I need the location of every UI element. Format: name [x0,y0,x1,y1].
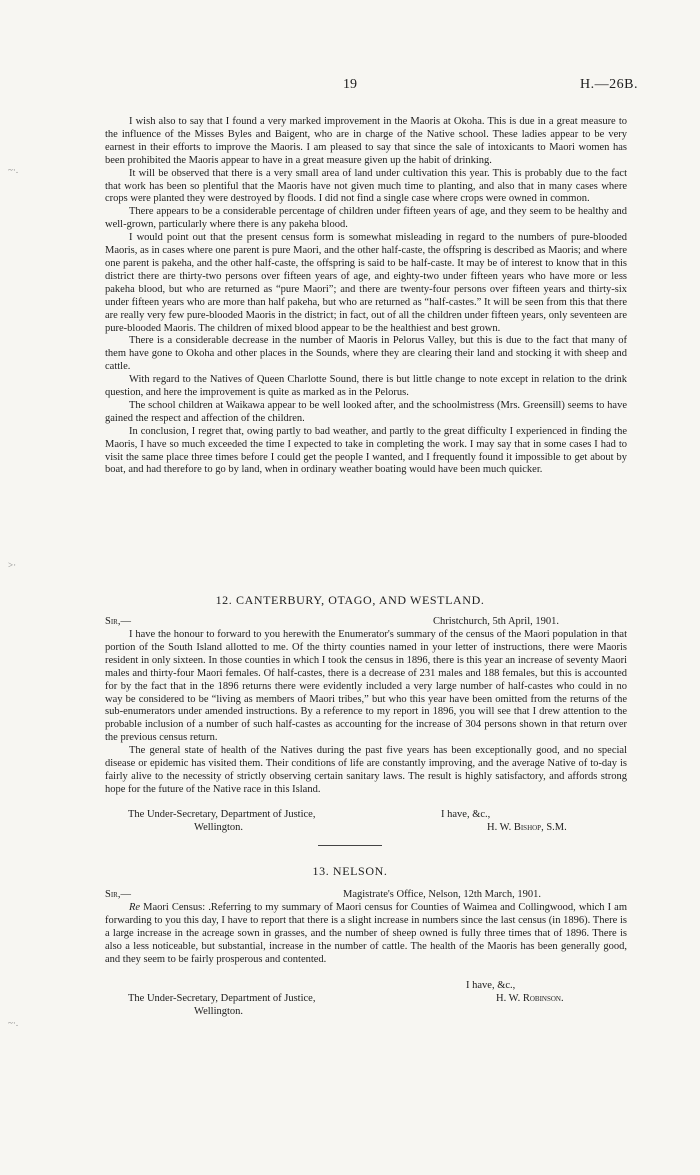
margin-mark: >· [8,560,17,570]
section-heading-canterbury: 12. CANTERBURY, OTAGO, AND WESTLAND. [215,593,485,607]
signature: H. W. Robinson. [496,993,564,1004]
re-label: Re [129,902,141,913]
paragraph: It will be observed that there is a very small area of land under cultivation this year. This is probably due to the fact that work has been so plentiful that the Maoris have not given much time to planting, and also that in many cases where crops were planted they were destroyed by floods. I did not find a single case where crops were owned in common. [105,167,627,205]
addressee-city: Wellington. [194,822,244,833]
paragraph: I have the honour to forward to you herewith the Enumerator's summary of the census of the Maori population in that portion of the South Island allotted to me. Of the thirty counties named in your letter of instructions, there were Maoris resident in only sixteen. In those counties in which I took the census in 1896, there is this year an increase of seventy Maori males and thirty-four Maori females. Of half-castes, there is a decrease of 231 males and 188 females, but this is accounted for by the fact that in the 1896 returns there were evidently included a very large number of half-castes who could in no way be considered to be “living as members of Maori tribes,” but who this year have been omitted from the returns of the sub-enumerators under amended instructions. By a reference to my report in 1896, you will see that I drew attention to the probable inclusion of a number of such half-castes as accounting for the increase of 304 persons shown in that return over the previous census return. [105,629,627,744]
signature: H. W. Bishop, S.M. [487,822,567,833]
addressee: The Under-Secretary, Department of Justice, [128,993,316,1004]
paragraph: I wish also to say that I found a very marked improvement in the Maoris at Okoha. This is due in a great measure to the influence of the Misses Byles and Baigent, who are in charge of the Native school. These ladies appear to be very earnest in their efforts to improve the Maoris. I am pleased to say that since the sale of intoxicants to Maori women has been prohibited the Maoris appear to have in a great measure given up the habit of drinking. [105,116,627,166]
paragraph: I would point out that the present census form is somewhat misleading in regard to the numbers of pure-blooded Maoris, as in cases where one parent is pure Maori, and the other half-caste, the offspring is described as Maoris; and where one parent is pakeha, and the other half-caste, the offspring is said to be half-caste. It may be of interest to know that in this district there are thirty-two persons over fifteen years of age, and eighty-two under fifteen years who have more or less pakeha blood, but who are returned as “pure Maori”; and there are twenty-four persons over fifteen years and thirty-six under fifteen years who are more than half pakeha, but who are returned as “half-castes.” It will be seen from this that there are really very few pure-blooded Maoris in the district; in fact, out of all the children under fifteen years, only seventeen are pure-blooded Maoris. The children of mixed blood appear to be the healthiest and best grown. [105,232,627,334]
paragraph: There is a considerable decrease in the number of Maoris in Pelorus Valley, but this is due to the fact that many of them have gone to Okoha and other places in the Sounds, where they are clearing their land and stocking it with sheep and cattle. [105,335,627,373]
paragraph: The school children at Waikawa appear to be well looked after, and the schoolmistress (Mrs. Greensill) seems to have gained the respect and affection of the children. [105,399,627,424]
paragraph-text: Maori Census: .Referring to my summary of Maori census for Counties of Waimea and Collingwood, which I am forwarding to you this day, I have to report that there is a slight increase in numbers since the last census (in 1896). There is a large increase in the acreage sown in grasses, and the number of sheep owned is fully three times that of 1896. There is also a less noticeable, but substantial, increase in the number of cattle. The health of the Maoris has been generally good, and they seem to be fairly prosperous and contented. [105,902,627,965]
addressee: The Under-Secretary, Department of Justice, [128,809,316,820]
document-reference: H.—26B. [580,77,638,92]
closing: I have, &c., [466,980,516,991]
section-heading-nelson: 13. NELSON. [312,864,388,878]
nelson-letter-body [105,902,627,967]
closing: I have, &c., [441,809,491,820]
paragraph: The general state of health of the Natives during the past five years has been exceptionally good, and no special disease or epidemic has visited them. Their conditions of life are constantly improving, and the average Native of to-day is fairly alive to the necessity of strictly observing certain sanitary laws. The result is highly satisfactory, and affords strong hope for the future of the Native race in this Island. [105,745,627,795]
canterbury-letter-body [105,629,627,797]
margin-mark: ~·. [8,165,19,175]
paragraph: There appears to be a considerable percentage of children under fifteen years of age, and they seem to be healthy and well-grown, particularly where there is any pakeha blood. [105,206,627,231]
dateline: Christchurch, 5th April, 1901. [433,616,559,627]
page-number: 19 [343,77,357,92]
dateline: Magistrate's Office, Nelson, 12th March, 1901. [343,889,541,900]
paragraph [105,902,627,967]
margin-mark: ~·. [8,1018,19,1028]
paragraph: In conclusion, I regret that, owing partly to bad weather, and partly to the great difficulty I experienced in finding the Maoris, I have so much exceeded the time I expected to take in completing the work. I may say that in some cases I had to visit the same place three times before I could get the people I wanted, and I frequently found it impossible to get about by boat, and had therefore to go by land, when in ordinary weather boating would have been much quicker. [105,425,627,476]
okoha-report-body [105,116,627,477]
section-divider [318,845,382,846]
salutation: Sir,— [105,616,131,627]
paragraph: With regard to the Natives of Queen Charlotte Sound, there is but little change to note except in relation to the drink question, and here the improvement is quite as marked as in the Pelorus. [105,374,627,399]
salutation: Sir,— [105,889,131,900]
addressee-city: Wellington. [194,1006,244,1017]
